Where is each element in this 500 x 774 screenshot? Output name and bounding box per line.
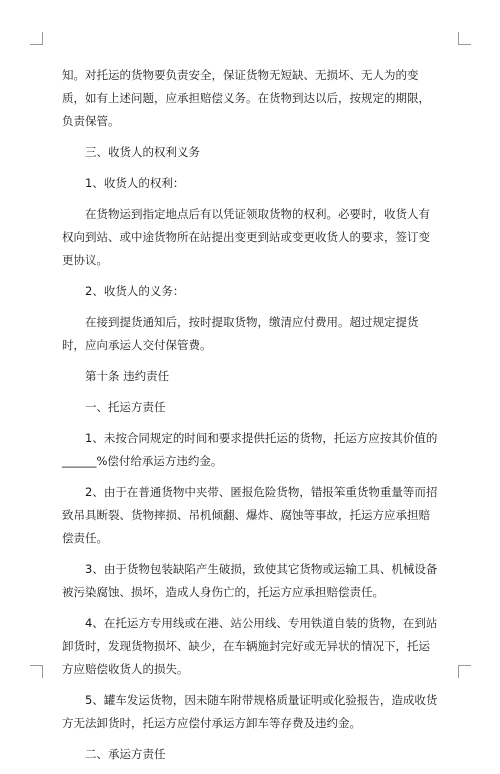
section-heading-shipper-liability: 一、托运方责任 [85,400,166,414]
clause-2: 2、由于在普通货物中夹带、匿报危险货物，错报笨重货物重量等而招致吊具断裂、货物摔损、吊机倾翻、爆炸、腐蚀等事故，托运方应承担赔偿责任。 [62,485,438,545]
crop-mark-top-right [458,32,471,45]
paragraph-consignee-rights: 在货物运到指定地点后有以凭证领取货物的权利。必要时，收货人有权向到站、或中途货物所在站提出变更到站或变更收货人的要求，签订变更协议。 [62,207,430,267]
clause-3: 3、由于货物包装缺陷产生破损，致使其它货物或运输工具、机械设备被污染腐蚀、损坏，造成人身伤亡的，托运方应承担赔偿责任。 [62,562,438,599]
subheading-consignee-duties: 2、收货人的义务： [85,284,185,298]
subheading-consignee-rights: 1、收货人的权利： [85,176,185,190]
paragraph-consignee-duties: 在接到提货通知后，按时提取货物，缴清应付费用。超过规定提货时，应向承运人交付保管费。 [62,315,419,352]
section-heading-consignee-rights: 三、收货人的权利义务 [85,145,200,159]
crop-mark-bottom-right [458,665,471,678]
article-heading-liability: 第十条 违约责任 [85,369,170,383]
section-heading-carrier-liability: 二、承运方责任 [85,747,166,761]
document-body [62,64,438,774]
paragraph-continuation: 知。对托运的货物要负责安全，保证货物无短缺、无损坏、无人为的变质，如有上述问题，应承担赔偿义务。在货物到达以后，按规定的期限，负责保管。 [62,68,430,128]
clause-5: 5、罐车发运货物，因未随车附带规格质量证明或化验报告，造成收货方无法卸货时，托运方应偿付承运方卸车等存费及违约金。 [62,693,438,730]
clause-1: 1、未按合同规定的时间和要求提供托运的货物，托运方应按其价值的______%偿付给承运方违约金。 [62,431,438,468]
clause-4: 4、在托运方专用线或在港、站公用线、专用铁道自装的货物，在到站卸货时，发现货物损坏、缺少，在车辆施封完好或无异状的情况下，托运方应赔偿收货人的损失。 [62,616,438,676]
crop-mark-bottom-left [30,665,43,678]
crop-mark-top-left [30,32,43,45]
